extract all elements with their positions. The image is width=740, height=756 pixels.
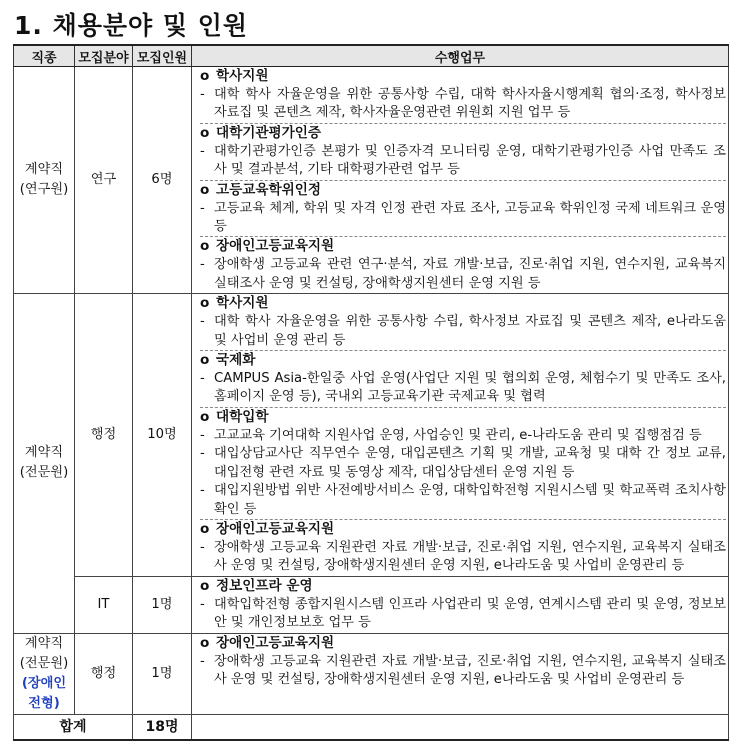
total-row — [14, 714, 729, 740]
duty-item — [200, 653, 726, 690]
duty-item-text: 대입지원방법 위반 사전예방서비스 운영, 대학입학전형 지원시스템 및 학교폭력 조치사항 확인 등 — [214, 483, 726, 517]
duty-item-text: CAMPUS Asia-한일중 사업 운영(사업단 지원 및 협의회 운영, 체험수기 및 만족도 조사, 홈페이지 운영 등), 국내외 고등교육기관 국제교육 및 협력 — [214, 371, 726, 405]
duty-section — [200, 294, 726, 350]
duty-section-label: 고등교육학위인정 — [216, 181, 322, 198]
job-type-line: (연구원) — [19, 182, 69, 198]
duty-section — [200, 577, 726, 633]
circle-bullet-icon: o — [200, 124, 210, 141]
total-empty — [192, 714, 729, 740]
count-cell: 1명 — [133, 576, 192, 633]
duty-item — [200, 143, 726, 180]
job-type-accent-line: 전형) — [28, 695, 60, 711]
duty-item — [200, 539, 726, 576]
duty-section-label: 정보인프라 운영 — [216, 577, 313, 594]
duty-item — [200, 482, 726, 519]
duty-item — [200, 200, 726, 237]
field-cell: 행정 — [75, 294, 133, 576]
duty-section — [200, 350, 726, 407]
duty-section-label: 대학입학 — [216, 408, 269, 425]
duties-cell — [192, 294, 729, 576]
duty-item — [200, 86, 726, 123]
header-job-type: 직종 — [14, 45, 75, 67]
duties-cell — [192, 633, 729, 714]
duty-item-text: 대학기관평가인증 본평가 및 인증자격 모니터링 운영, 대학기관평가인증 사업 만족도 조사 및 결과분석, 기타 대학평가관련 업무 등 — [214, 143, 726, 178]
duty-item-text: 대학입학전형 종합지원시스템 인프라 사업관리 및 운영, 연계시스템 관리 및 운영, 정보보안 및 개인정보보호 업무 등 — [214, 596, 726, 631]
circle-bullet-icon: o — [200, 68, 210, 84]
dash-bullet-icon: - — [200, 446, 205, 462]
dash-bullet-icon: - — [200, 314, 205, 330]
table-row — [14, 576, 729, 633]
job-type-line: (전문원) — [19, 465, 69, 481]
count-cell: 1명 — [133, 633, 192, 714]
page-title: 1. 채용분야 및 인원 — [14, 11, 249, 40]
duty-section-label: 학사지원 — [216, 295, 269, 312]
duty-section-title — [200, 181, 726, 200]
duty-section-title — [200, 294, 726, 313]
job-type-line: 계약직 — [24, 445, 64, 461]
duty-item-text: 고등교육 체계, 학위 및 자격 인정 관련 자료 조사, 고등교육 학위인정 국제 네트워크 운영 등 — [214, 200, 726, 235]
duty-section — [200, 634, 726, 690]
job-type-line: 계약직 — [24, 635, 64, 651]
job-type-cell — [14, 633, 75, 714]
duty-section-label: 학사지원 — [216, 68, 269, 84]
dash-bullet-icon: - — [200, 143, 205, 159]
dash-bullet-icon: - — [200, 371, 205, 387]
count-cell: 6명 — [133, 67, 192, 294]
table-row — [14, 633, 729, 714]
dash-bullet-icon: - — [200, 653, 205, 669]
duty-item — [200, 370, 726, 407]
duty-section-label: 대학기관평가인증 — [216, 124, 322, 141]
circle-bullet-icon: o — [200, 238, 210, 255]
duty-section — [200, 180, 726, 237]
count-cell: 10명 — [133, 294, 192, 576]
duty-section — [200, 67, 726, 123]
duty-section-label: 장애인고등교육지원 — [216, 520, 335, 537]
duty-section-title — [200, 124, 726, 143]
circle-bullet-icon: o — [200, 634, 210, 651]
duty-item — [200, 256, 726, 293]
dash-bullet-icon: - — [200, 483, 205, 499]
duty-section-title — [200, 237, 726, 256]
duty-section-label: 장애인고등교육지원 — [216, 238, 335, 255]
duty-section-title — [200, 634, 726, 653]
dash-bullet-icon: - — [200, 257, 205, 273]
duty-section-title — [200, 577, 726, 596]
header-count: 모집인원 — [133, 45, 192, 67]
duty-item-text: 대학 학사 자율운영을 위한 공통사항 수립, 학사정보 자료집 및 콘텐츠 제작, e나라도움 및 사업비 운영 관리 등 — [214, 314, 726, 348]
header-field: 모집분야 — [75, 45, 133, 67]
duty-section-title — [200, 408, 726, 427]
table-row — [14, 294, 729, 576]
table-row — [14, 67, 729, 294]
circle-bullet-icon: o — [200, 295, 210, 312]
duty-section — [200, 407, 726, 519]
job-type-line: 계약직 — [24, 162, 64, 178]
duty-section — [200, 236, 726, 293]
duty-item-text: 장애학생 고등교육 지원관련 자료 개발·보급, 진로·취업 지원, 연수지원, 교육복지 실태조사 운영 및 컨설팅, 장애학생지원센터 운영 지원, e나라도움 및 사업비 운영관리 등 — [214, 653, 726, 687]
duty-item-text: 고교교육 기여대학 지원사업 운영, 사업승인 및 관리, e-나라도움 관리 및 집행점검 등 — [214, 427, 702, 443]
circle-bullet-icon: o — [200, 181, 210, 198]
field-cell: 연구 — [75, 67, 133, 294]
field-cell: IT — [75, 576, 133, 633]
job-type-cell — [14, 67, 75, 294]
dash-bullet-icon: - — [200, 539, 205, 555]
field-cell: 행정 — [75, 633, 133, 714]
duty-section-title — [200, 520, 726, 539]
recruitment-table — [13, 44, 729, 741]
job-type-line: (전문원) — [19, 655, 69, 671]
duty-item — [200, 313, 726, 350]
duty-section-label: 장애인고등교육지원 — [216, 634, 335, 651]
dash-bullet-icon: - — [200, 200, 205, 216]
duty-section-label: 국제화 — [216, 352, 256, 369]
table-header-row — [14, 45, 729, 67]
job-type-cell — [14, 294, 75, 633]
duty-item-text: 대학 학사 자율운영을 위한 공통사항 수립, 대학 학사자율시행계획 협의·조정, 학사정보 자료집 및 콘텐츠 제작, 학사자율운영관련 위원회 지원 업무 등 — [214, 87, 726, 121]
total-label: 합계 — [14, 714, 133, 740]
job-type-accent-line: (장애인 — [21, 675, 67, 691]
header-duties: 수행업무 — [192, 45, 729, 67]
duty-item-text: 장애학생 고등교육 지원관련 자료 개발·보급, 진로·취업 지원, 연수지원, 교육복지 실태조사 운영 및 컨설팅, 장애학생지원센터 운영 지원, e나라도움 및 사업비 운영관리 등 — [214, 539, 726, 574]
duty-item — [200, 596, 726, 633]
circle-bullet-icon: o — [200, 408, 210, 425]
duty-item-text: 장애학생 고등교육 관련 연구·분석, 자료 개발·보급, 진로·취업 지원, 연수지원, 교육복지 실태조사 운영 및 컨설팅, 장애학생지원센터 운영 지원 등 — [214, 257, 726, 291]
duty-item-text: 대입상담교사단 직무연수 운영, 대입콘텐츠 기획 및 개발, 교육청 및 대학 간 정보 교류, 대입전형 관련 자료 및 동영상 제작, 대입상담센터 운영 지원 등 — [214, 446, 726, 480]
duty-section — [200, 519, 726, 576]
duty-item — [200, 445, 726, 482]
circle-bullet-icon: o — [200, 577, 210, 594]
dash-bullet-icon: - — [200, 87, 205, 102]
circle-bullet-icon: o — [200, 520, 210, 537]
dash-bullet-icon: - — [200, 596, 205, 612]
dash-bullet-icon: - — [200, 427, 205, 443]
duties-cell — [192, 67, 729, 294]
duty-item — [200, 427, 726, 445]
duty-section — [200, 123, 726, 180]
duty-section-title — [200, 351, 726, 370]
circle-bullet-icon: o — [200, 352, 210, 369]
total-count: 18명 — [133, 714, 192, 740]
duty-section-title — [200, 67, 726, 86]
duties-cell — [192, 576, 729, 633]
